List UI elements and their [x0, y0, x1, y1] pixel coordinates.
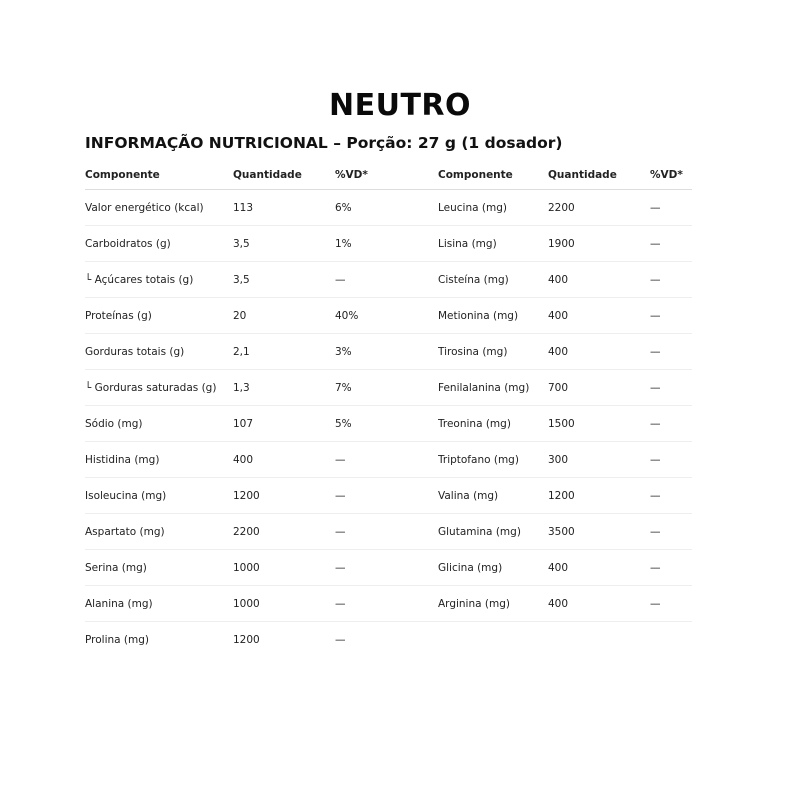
cell-vd-right: — [650, 334, 692, 370]
table-row [85, 586, 692, 622]
cell-componente-right: Cisteína (mg) [438, 262, 548, 298]
cell-vd-left: — [335, 478, 438, 514]
cell-componente-left: └ Gorduras saturadas (g) [85, 370, 233, 406]
cell-vd-left: — [335, 262, 438, 298]
page-title: NEUTRO [328, 88, 472, 123]
cell-vd-left: — [335, 550, 438, 586]
cell-quantidade-right: 700 [548, 370, 650, 406]
cell-vd-right: — [650, 550, 692, 586]
cell-componente-right: Arginina (mg) [438, 586, 548, 622]
cell-componente-right [438, 622, 548, 658]
cell-componente-right: Lisina (mg) [438, 226, 548, 262]
cell-componente-left: Alanina (mg) [85, 586, 233, 622]
cell-vd-right: — [650, 406, 692, 442]
cell-quantidade-left: 1200 [233, 478, 335, 514]
cell-vd-right: — [650, 442, 692, 478]
cell-componente-right: Glutamina (mg) [438, 514, 548, 550]
cell-quantidade-left: 1000 [233, 586, 335, 622]
cell-vd-left: 3% [335, 334, 438, 370]
cell-quantidade-left: 2,1 [233, 334, 335, 370]
cell-componente-right: Valina (mg) [438, 478, 548, 514]
cell-componente-right: Tirosina (mg) [438, 334, 548, 370]
cell-componente-right: Fenilalanina (mg) [438, 370, 548, 406]
cell-quantidade-left: 1200 [233, 633, 260, 646]
header-vd-left: %VD* [335, 160, 438, 190]
table-caption: INFORMAÇÃO NUTRICIONAL – Porção: 27 g (1 dosador) [85, 134, 563, 152]
cell-vd-left: 40% [335, 298, 438, 334]
cell-quantidade-right: 2200 [548, 190, 650, 226]
cell-vd-right [650, 622, 692, 658]
cell-quantidade-right: 400 [548, 586, 650, 622]
cell-componente-right: Triptofano (mg) [438, 442, 548, 478]
cell-quantidade-right: 400 [548, 298, 650, 334]
table-row [85, 298, 692, 334]
table-row [85, 406, 692, 442]
cell-quantidade-right: 300 [548, 442, 650, 478]
cell-vd-right: — [650, 226, 692, 262]
cell-quantidade-right: 3500 [548, 514, 650, 550]
cell-vd-left: 6% [335, 190, 438, 226]
cell-componente-left: Serina (mg) [85, 550, 233, 586]
table-row [85, 622, 692, 658]
table-row [85, 190, 692, 226]
cell-quantidade-left: 1,3 [233, 370, 335, 406]
header-quantidade-right: Quantidade [548, 160, 650, 190]
cell-vd-right: — [650, 586, 692, 622]
cell-vd-right: — [650, 370, 692, 406]
header-componente-right: Componente [438, 160, 548, 190]
cell-componente-left: Proteínas (g) [85, 298, 233, 334]
cell-quantidade-right: 1500 [548, 406, 650, 442]
cell-quantidade-left: 107 [233, 406, 335, 442]
cell-componente-left: Valor energético (kcal) [85, 190, 233, 226]
table-row [85, 370, 692, 406]
cell-vd-left: — [335, 514, 438, 550]
cell-componente-right: Metionina (mg) [438, 298, 548, 334]
cell-vd-right: — [650, 262, 692, 298]
cell-quantidade-left: 400 [233, 442, 335, 478]
table-row [85, 226, 692, 262]
cell-componente-left: Carboidratos (g) [85, 226, 233, 262]
cell-componente-right: Leucina (mg) [438, 190, 548, 226]
nutrition-table [85, 160, 692, 657]
table-header-row [85, 160, 692, 190]
header-componente-left: Componente [85, 160, 233, 190]
cell-componente-left: Prolina (mg) [85, 633, 150, 646]
cell-vd-left: — [335, 442, 438, 478]
cell-quantidade-right: 400 [548, 262, 650, 298]
cell-vd-left: 5% [335, 406, 438, 442]
table-row [85, 478, 692, 514]
cell-componente-left: Sódio (mg) [85, 406, 233, 442]
cell-quantidade-left: 20 [233, 298, 335, 334]
table-row [85, 442, 692, 478]
cell-componente-left: Gorduras totais (g) [85, 334, 233, 370]
header-vd-right: %VD* [650, 160, 692, 190]
cell-vd-left: 7% [335, 370, 438, 406]
cell-vd-right: — [650, 190, 692, 226]
cell-componente-left: Aspartato (mg) [85, 514, 233, 550]
cell-quantidade-left: 3,5 [233, 262, 335, 298]
cell-quantidade-left: 1000 [233, 550, 335, 586]
cell-componente-right: Treonina (mg) [438, 406, 548, 442]
cell-vd-left: — [335, 586, 438, 622]
cell-quantidade-right: 1900 [548, 226, 650, 262]
cell-quantidade-right [548, 622, 650, 658]
cell-componente-right: Glicina (mg) [438, 550, 548, 586]
cell-componente-left: Isoleucina (mg) [85, 478, 233, 514]
cell-quantidade-left: 3,5 [233, 226, 335, 262]
cell-vd-left: — [335, 633, 346, 646]
cell-vd-right: — [650, 298, 692, 334]
cell-vd-left: 1% [335, 226, 438, 262]
cell-vd-right: — [650, 478, 692, 514]
cell-quantidade-right: 400 [548, 334, 650, 370]
header-quantidade-left: Quantidade [233, 160, 335, 190]
cell-quantidade-right: 400 [548, 550, 650, 586]
table-row [85, 514, 692, 550]
table-body [85, 190, 692, 658]
table-row [85, 334, 692, 370]
cell-componente-left: Histidina (mg) [85, 442, 233, 478]
table-row [85, 550, 692, 586]
cell-quantidade-left: 113 [233, 190, 335, 226]
cell-componente-left: └ Açúcares totais (g) [85, 262, 233, 298]
cell-quantidade-left: 2200 [233, 514, 335, 550]
table-row [85, 262, 692, 298]
cell-vd-right: — [650, 514, 692, 550]
cell-quantidade-right: 1200 [548, 478, 650, 514]
